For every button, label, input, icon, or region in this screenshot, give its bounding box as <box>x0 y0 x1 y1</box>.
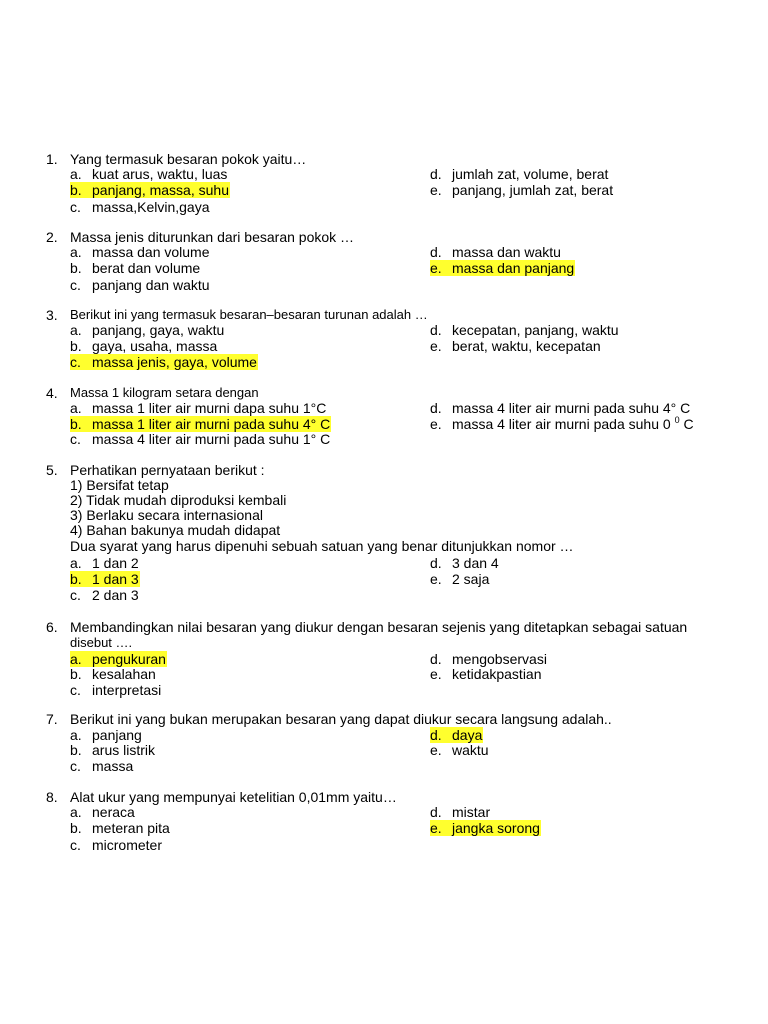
option-letter: c. <box>70 682 81 698</box>
answer-option-b[interactable] <box>70 571 140 587</box>
answer-option-e[interactable] <box>430 820 541 836</box>
question-number: 5. <box>46 462 58 478</box>
option-text: massa 1 liter air murni pada suhu 4° C <box>92 416 331 432</box>
option-text: massa <box>92 758 134 774</box>
option-letter: c. <box>70 354 81 370</box>
option-letter: d. <box>430 804 442 820</box>
option-letter: c. <box>70 199 81 215</box>
option-text: panjang, massa, suhu <box>92 182 229 198</box>
answer-option-c[interactable] <box>70 587 139 603</box>
option-text: panjang <box>92 727 142 743</box>
answer-option-d[interactable] <box>430 651 547 667</box>
question-stem-line: Yang termasuk besaran pokok yaitu… <box>70 151 307 167</box>
option-letter: b. <box>70 182 82 198</box>
superscript-degree: 0 <box>674 415 680 425</box>
answer-option-c[interactable] <box>70 758 133 774</box>
answer-option-b[interactable] <box>70 182 230 198</box>
question-stem-line: Berikut ini yang termasuk besaran–besaran turunan adalah … <box>70 307 428 322</box>
answer-option-a[interactable] <box>70 555 139 571</box>
answer-option-a[interactable] <box>70 727 142 743</box>
option-text: kecepatan, panjang, waktu <box>452 322 619 338</box>
answer-option-c[interactable] <box>70 837 162 853</box>
option-letter: b. <box>70 260 82 276</box>
answer-option-a[interactable] <box>70 322 224 338</box>
option-letter: d. <box>430 651 442 667</box>
question-stem-line: Perhatikan pernyataan berikut : <box>70 462 265 478</box>
question-stem-line: Massa 1 kilogram setara dengan <box>70 385 259 400</box>
option-text: ketidakpastian <box>452 666 542 682</box>
option-text: massa dan panjang <box>452 260 575 276</box>
option-text: kuat arus, waktu, luas <box>92 166 228 182</box>
question-number: 7. <box>46 711 58 727</box>
option-letter: a. <box>70 166 82 182</box>
option-letter: a. <box>70 804 82 820</box>
option-letter: a. <box>70 651 82 667</box>
question-stem-line: 3) Berlaku secara internasional <box>70 507 263 523</box>
option-text: waktu <box>452 742 489 758</box>
answer-option-d[interactable] <box>430 400 690 416</box>
answer-option-b[interactable] <box>70 742 155 758</box>
option-letter: c. <box>70 431 81 447</box>
option-letter: c. <box>70 837 81 853</box>
option-letter: e. <box>430 260 442 276</box>
option-letter: d. <box>430 400 442 416</box>
question-stem-line: Dua syarat yang harus dipenuhi sebuah satuan yang benar ditunjukkan nomor … <box>70 538 574 554</box>
answer-option-e[interactable] <box>430 666 542 682</box>
answer-option-c[interactable] <box>70 199 210 215</box>
option-text: pengukuran <box>92 651 166 667</box>
option-letter: b. <box>70 820 82 836</box>
answer-option-a[interactable] <box>70 804 135 820</box>
answer-option-e[interactable] <box>430 338 601 354</box>
question-stem-line: Alat ukur yang mempunyai ketelitian 0,01mm yaitu… <box>70 789 397 805</box>
option-letter: a. <box>70 400 82 416</box>
option-letter: d. <box>430 166 442 182</box>
option-letter: d. <box>430 244 442 260</box>
option-text: 3 dan 4 <box>452 555 499 571</box>
answer-option-e[interactable] <box>430 260 575 276</box>
answer-option-a[interactable] <box>70 166 227 182</box>
answer-option-e[interactable] <box>430 742 489 758</box>
option-letter: d. <box>430 555 442 571</box>
option-text: berat dan volume <box>92 260 201 276</box>
answer-option-e[interactable] <box>430 416 694 432</box>
answer-option-a[interactable] <box>70 651 167 667</box>
question-number: 6. <box>46 619 58 635</box>
option-text: massa 1 liter air murni dapa suhu 1°C <box>92 400 327 416</box>
answer-option-c[interactable] <box>70 277 210 293</box>
option-letter: b. <box>70 416 82 432</box>
answer-option-b[interactable] <box>70 260 200 276</box>
answer-option-c[interactable] <box>70 431 330 447</box>
option-text: massa dan waktu <box>452 244 561 260</box>
question-number: 2. <box>46 229 58 245</box>
option-text: 1 dan 3 <box>92 571 139 587</box>
option-text: berat, waktu, kecepatan <box>452 338 601 354</box>
answer-option-d[interactable] <box>430 804 490 820</box>
option-text: micrometer <box>92 837 163 853</box>
option-letter: e. <box>430 416 442 432</box>
option-text: kesalahan <box>92 666 156 682</box>
answer-option-d[interactable] <box>430 166 608 182</box>
option-letter: d. <box>430 322 442 338</box>
option-text: panjang, gaya, waktu <box>92 322 225 338</box>
answer-option-b[interactable] <box>70 416 331 432</box>
question-stem-line: 2) Tidak mudah diproduksi kembali <box>70 492 287 508</box>
option-letter: c. <box>70 758 81 774</box>
question-number: 3. <box>46 307 58 323</box>
answer-option-b[interactable] <box>70 820 170 836</box>
option-letter: e. <box>430 742 442 758</box>
option-letter: d. <box>430 727 442 743</box>
option-text: panjang, jumlah zat, berat <box>452 182 614 198</box>
question-number: 8. <box>46 789 58 805</box>
option-letter: e. <box>430 571 442 587</box>
option-letter: b. <box>70 742 82 758</box>
option-text: gaya, usaha, massa <box>92 338 218 354</box>
option-letter: a. <box>70 727 82 743</box>
option-text: arus listrik <box>92 742 156 758</box>
option-letter: b. <box>70 666 82 682</box>
option-letter: b. <box>70 338 82 354</box>
answer-option-c[interactable] <box>70 682 161 698</box>
option-text-suffix: C <box>679 416 694 432</box>
option-text: massa 4 liter air murni pada suhu 4° C <box>452 400 691 416</box>
option-text: daya <box>452 727 483 743</box>
option-text: jangka sorong <box>452 820 540 836</box>
option-letter: e. <box>430 182 442 198</box>
answer-option-e[interactable] <box>430 571 489 587</box>
option-text: panjang dan waktu <box>92 277 210 293</box>
option-text: massa 4 liter air murni pada suhu 0 <box>452 416 671 432</box>
option-text: jumlah zat, volume, berat <box>452 166 609 182</box>
question-stem-line: disebut …. <box>70 635 133 650</box>
option-letter: e. <box>430 820 442 836</box>
option-text: massa jenis, gaya, volume <box>92 354 257 370</box>
answer-option-b[interactable] <box>70 666 156 682</box>
option-text: neraca <box>92 804 135 820</box>
option-letter: b. <box>70 571 82 587</box>
answer-option-e[interactable] <box>430 182 613 198</box>
option-text: meteran pita <box>92 820 170 836</box>
answer-option-a[interactable] <box>70 244 210 260</box>
answer-option-a[interactable] <box>70 400 326 416</box>
question-stem-line: Massa jenis diturunkan dari besaran pokok … <box>70 229 355 245</box>
option-text: massa,Kelvin,gaya <box>92 199 210 215</box>
question-stem-line: 1) Bersifat tetap <box>70 477 169 493</box>
question-number: 1. <box>46 151 58 167</box>
question-number: 4. <box>46 385 58 401</box>
answer-option-d[interactable] <box>430 244 561 260</box>
option-text: mistar <box>452 804 491 820</box>
option-text: massa 4 liter air murni pada suhu 1° C <box>92 431 331 447</box>
option-text: massa dan volume <box>92 244 210 260</box>
option-letter: e. <box>430 666 442 682</box>
option-text: 2 saja <box>452 571 490 587</box>
option-text: mengobservasi <box>452 651 547 667</box>
option-letter: e. <box>430 338 442 354</box>
option-letter: c. <box>70 587 81 603</box>
answer-option-c[interactable] <box>70 354 258 370</box>
question-stem-line: Membandingkan nilai besaran yang diukur dengan besaran sejenis yang ditetapkan sebagai satuan <box>70 619 688 635</box>
answer-option-b[interactable] <box>70 338 217 354</box>
question-stem-line: Berikut ini yang bukan merupakan besaran yang dapat diukur secara langsung adalah.. <box>70 711 612 727</box>
option-letter: a. <box>70 322 82 338</box>
question-stem-line: 4) Bahan bakunya mudah didapat <box>70 522 281 538</box>
option-text: interpretasi <box>92 682 162 698</box>
answer-option-d[interactable] <box>430 727 483 743</box>
option-letter: c. <box>70 277 81 293</box>
option-text: 1 dan 2 <box>92 555 139 571</box>
answer-option-d[interactable] <box>430 322 619 338</box>
answer-option-d[interactable] <box>430 555 499 571</box>
option-letter: a. <box>70 244 82 260</box>
option-text: 2 dan 3 <box>92 587 139 603</box>
option-letter: a. <box>70 555 82 571</box>
